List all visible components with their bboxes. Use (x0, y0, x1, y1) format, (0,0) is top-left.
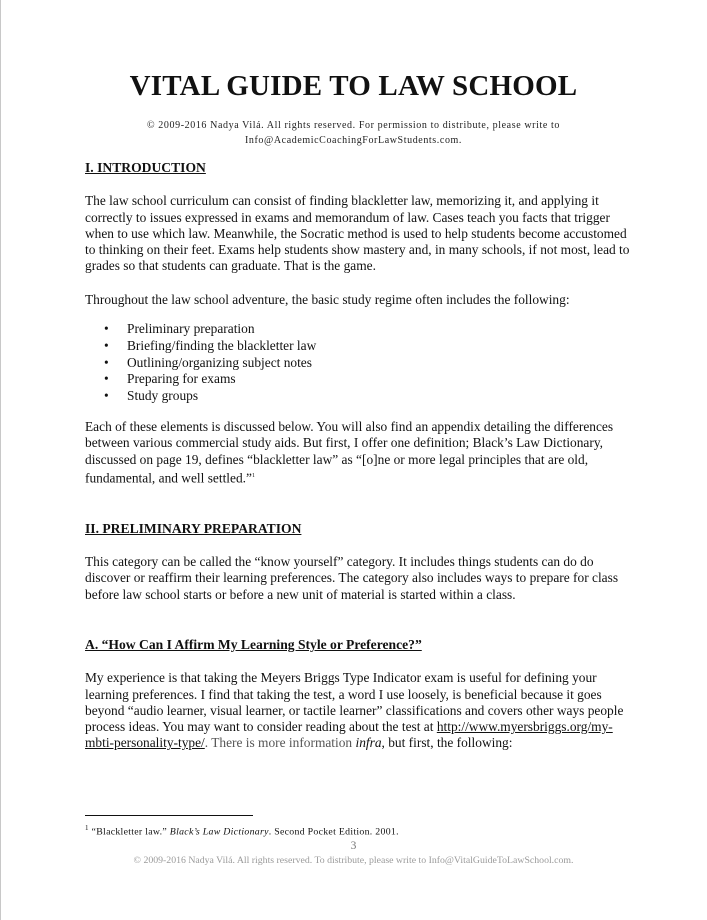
section-heading-preliminary-preparation: II. PRELIMINARY PREPARATION (85, 520, 302, 536)
list-item: • Briefing/finding the blackletter law (85, 338, 630, 355)
page-edge (0, 0, 1, 920)
learning-style-text-start: My experience is that taking the Meyers Briggs Type Indicator exam is useful for defining your learning preferences. I find that taking the test, a word I use loosely, is beneficial because it goes beyond “audio learner, visual learner, or tactile learner” classifications and covers other ways people process ideas. You may want to consider reading about the test at (85, 670, 624, 735)
subsection-heading-learning-style: A. “How Can I Affirm My Learning Style or Preference?” (85, 636, 422, 652)
intro-paragraph-3-text: Each of these elements is discussed below. You will also find an appendix detailing the differences between various commercial study aids. But first, I offer one definition; Black’s Law Dictionary, discussed on page 19, defines “blackletter law” as “[o]ne or more legal principles that are old, fundamental, and well settled.” (85, 419, 614, 486)
intro-paragraph-2: Throughout the law school adventure, the basic study regime often includes the following: (85, 291, 570, 307)
section-heading-introduction: I. INTRODUCTION (85, 160, 206, 175)
myersbriggs-link[interactable]: http://www.myersbriggs.org/my-mbti-personality-type/ (85, 719, 613, 751)
footnote (85, 824, 399, 837)
copyright-line-1: © 2009-2016 Nadya Vilá. All rights reserved. For permission to distribute, please write to (147, 120, 560, 131)
learning-style-text-mid: . There is more information (204, 735, 356, 751)
list-item: • Preparing for exams (85, 371, 630, 388)
intro-paragraph-3 (85, 419, 630, 487)
document-title: VITAL GUIDE TO LAW SCHOOL (129, 70, 578, 102)
footnote-divider (85, 815, 253, 816)
preliminary-paragraph: This category can be called the “know yourself” category. It includes things students can do do discover or reaffirm their learning preferences. The category also includes ways to prepare for class before law school starts or before a new unit of material is started within a class. (85, 554, 619, 602)
learning-style-paragraph (85, 670, 630, 751)
footnote-text-end: . Second Pocket Edition. 2001. (268, 826, 399, 838)
footnote-reference[interactable]: 1 (251, 472, 255, 479)
copyright-line-2: Info@AcademicCoachingForLawStudents.com. (244, 135, 463, 146)
page-number: 3 (350, 840, 357, 852)
document-body (85, 160, 630, 752)
study-regime-list (85, 321, 630, 405)
learning-style-italic: infra (355, 735, 382, 751)
footnote-italic-title: Black’s Law Dictionary (169, 826, 269, 838)
list-item: • Study groups (85, 388, 630, 405)
footnote-number: 1 (85, 824, 89, 832)
copyright-notice (100, 118, 607, 148)
page-footer: © 2009-2016 Nadya Vilá. All rights reserved. To distribute, please write to Info@VitalGuideToLawSchool.com. (133, 855, 574, 866)
list-item: • Preliminary preparation (85, 321, 630, 338)
list-item: • Outlining/organizing subject notes (85, 355, 630, 372)
learning-style-text-end: , but first, the following: (381, 735, 513, 751)
intro-paragraph-1: The law school curriculum can consist of finding blackletter law, memorizing it, and applying it correctly to issues expressed in exams and memorandum of law. Cases teach you facts that trigger when to use which law. Meanwhile, the Socratic method is used to help students become accustomed to thinking on their feet. Exams help students show mastery and, in many schools, if not most, lead to grades so that students can graduate. That is the game. (85, 193, 630, 274)
footnote-text-start: “Blackletter law.” (88, 826, 170, 838)
